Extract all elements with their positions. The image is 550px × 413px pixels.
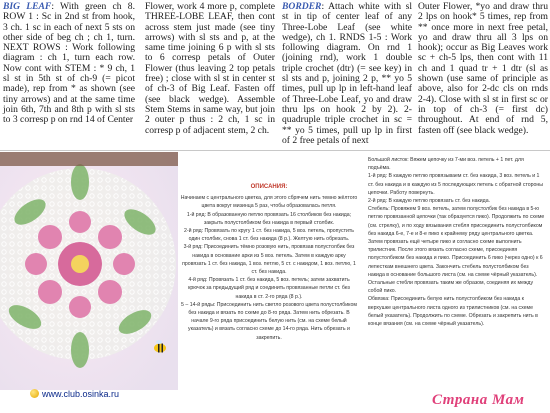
english-pattern-band — [0, 0, 550, 150]
description-title: ОПИСАНИЯ: — [250, 184, 288, 190]
ru-left-para-2: 2-й ряд: Провязать по кругу 1 ст. без накида, 5 воз. петель, пропустить один столбик, снова 1 ст. без накида (8 р.). Желтую нить обрезать. — [184, 228, 354, 243]
ru-left-para-1: 1-й ряд: В образованную петлю провязать 16 столбиков без накида; закрыть полустолбиком без накида в первый столбик. — [186, 211, 352, 226]
ru-right-para-3: Стебель: Провяжем 9 воз. петель, затем полустолбик без накида в 5-ю петлю провязанной цепочки (так образуется пико). Продолжить по схеме (см. стрелку), и по ходу вязывания стебля присоединить полустолбиком без накида 6-е, 7-е и 8-е пико к крайнему ряду центрального цветка. Затем провязать ещё четыре пико и согласно схеме выполнить трилистник. После этого вязать согласно схеме, присоединяя полустолбиком без накида и пико. Присоединить 6 пико (через одно) к 6 лепесткам внешнего цвета. Закончить стебель полустолбиком без накида в основание большого листа (см. на схеме чёрный указатель). Остальные стебли провязать таким же образом, соединяя их между собой пико. — [368, 206, 545, 295]
doily-photo — [0, 152, 178, 390]
globe-icon — [30, 389, 39, 398]
ru-left-para-4: 4-й ряд: Провязать 1 ст. без накида, 5 воз. петель; затем захватить крючок за предыдущий ряд и соединить провязанные петли ст. без накида в ст. 2-го ряда (8 р.). — [188, 277, 350, 300]
pattern-column-4 — [418, 2, 548, 136]
ru-right-para-0: Большой листок: Вяжем цепочку из 7-ми воз. петель + 1 пет. для подъёма. — [368, 157, 524, 172]
doily-illustration — [0, 152, 178, 390]
ru-right-para-2: 2-й ряд: В каждую петлю провязать ст. без накида. — [368, 198, 491, 205]
outer-flower-text: Outer Flower, *yo and draw thru 2 lps on hook* 5 times, rep from ** once more in next free petal, yo and draw thru all 3 lps on hook); occur as Big Leaves work sc + ch-5 lps, then cont with 11 ch and 1 quad tr + 1 dtr (sl as shown (use same of principle as above, also for 2-dc cls on rnds 2-4). Close with sl st in first sc or in top of ch-3 (= first dc) throughout. At end of rnd 5, fasten off (see black wedge). — [418, 1, 548, 136]
border-heading: BORDER — [282, 1, 322, 12]
site-url-text: www.club.osinka.ru — [42, 389, 120, 399]
pattern-column-2 — [145, 2, 275, 136]
site-url[interactable] — [30, 389, 119, 399]
divider — [0, 150, 550, 151]
big-leaf-text: : With green ch 8. ROW 1 : Sc in 2nd st from hook, 3 ch. 1 sc in each of next 5 sts on other side of beg ch ; ch 1, turn. NEXT ROWS : Work following diagram : ch 1, turn each row. Now cont with STEM : * 9 ch, 1 sl st in 5th st of ch-9 (= picot made), rep from * as shown (see tiny arrows) and at the same time join 6th, 7th and 8th p with sl sts to 3 corresp p on rnd 14 of Center — [3, 1, 135, 126]
russian-description-right — [368, 156, 545, 328]
russian-description-left — [180, 183, 358, 342]
pattern-column-3 — [282, 2, 412, 146]
pattern-column-1 — [3, 2, 135, 126]
ru-left-para-0: Начинаем с центрального цветка, для этого сбрячем нить темно жёлтого цвета вокруг мизинца 5 раз, чтобы образовалась петля. — [180, 195, 358, 210]
border-text: : Attach white with sl st in tip of center leaf of any Three-Lobe Leaf (see white wedge), ch 1. RNDS 1-5 : Work following diagram. On rnd 1 (joining rnd), work 1 double triple crochet (dtr) (= see key) in sl sts and p, joining 2 p, ** yo 5 times, pull up lp in left-hand leaf of Three-Lobe Leaf, yo and draw thru lps on hook 2 by 2). 2-quadruple triple crochet in sc = ** yo 5 times, pull up lp in first of 2 free petals of next — [282, 1, 412, 146]
stem-text: Flower, work 4 more p, complete THREE-LOBE LEAF, then cont across stem just made (see tiny arrows) with sl sts and p, at the same time joining 6 p with sl sts to 6 corresp petals of Outer Flower (thus leaving 2 top petals free) ; close with sl st in center st of ch-3 of Big Leaf. Fasten off (see black wedge). Assemble Stem Stems in same way, but join 2 outer p thus : 2 ch, 1 sc in corresp p of adjacent stem, 2 ch. — [145, 1, 275, 136]
strana-mam-logo: Страна Мам — [432, 392, 525, 408]
ru-left-para-3: 3-й ряд: Присоединить тёмно розовую нить, провязав полустолбик без накида в основание арки из 5 воз. петель. Затем в каждую арку провязать 1 ст. без накида, 1 воз. петлю, 5 ст. с накидом, 1 воз. петлю, 1 ст. без накида. — [182, 244, 356, 276]
ru-right-para-1: 1-й ряд: В каждую петлю провязываем ст. без накида, 3 воз. петель и 1 ст. без накида и в каждую из 5 последующих петель с обратной стороны цепочки. Работу повернуть. — [368, 173, 544, 196]
ru-right-para-4: Обвязка: Присоединить белую нить полустолбиком без накида к верхушке центрального листа одного из трилистников (см. на схеме белый указатель). Продолжить по схеме. Обрезать и закрепить нить в конце вязания (см. на схеме чёрный указатель). — [368, 296, 538, 328]
big-leaf-heading: BIG LEAF — [3, 1, 52, 12]
ru-left-para-5: 5 – 14-й ряды: Присоединить нить светло розового цвета полустолбиком без накида и вязать по схеме до 8-го ряда. Затем нить обрезать. В начале 9-го ряда присоединить белую нить (см. на схеме белый указатель) и вязать согласно схеме до 14-го ряда. Нить обрезать и закрепить. — [181, 301, 357, 341]
